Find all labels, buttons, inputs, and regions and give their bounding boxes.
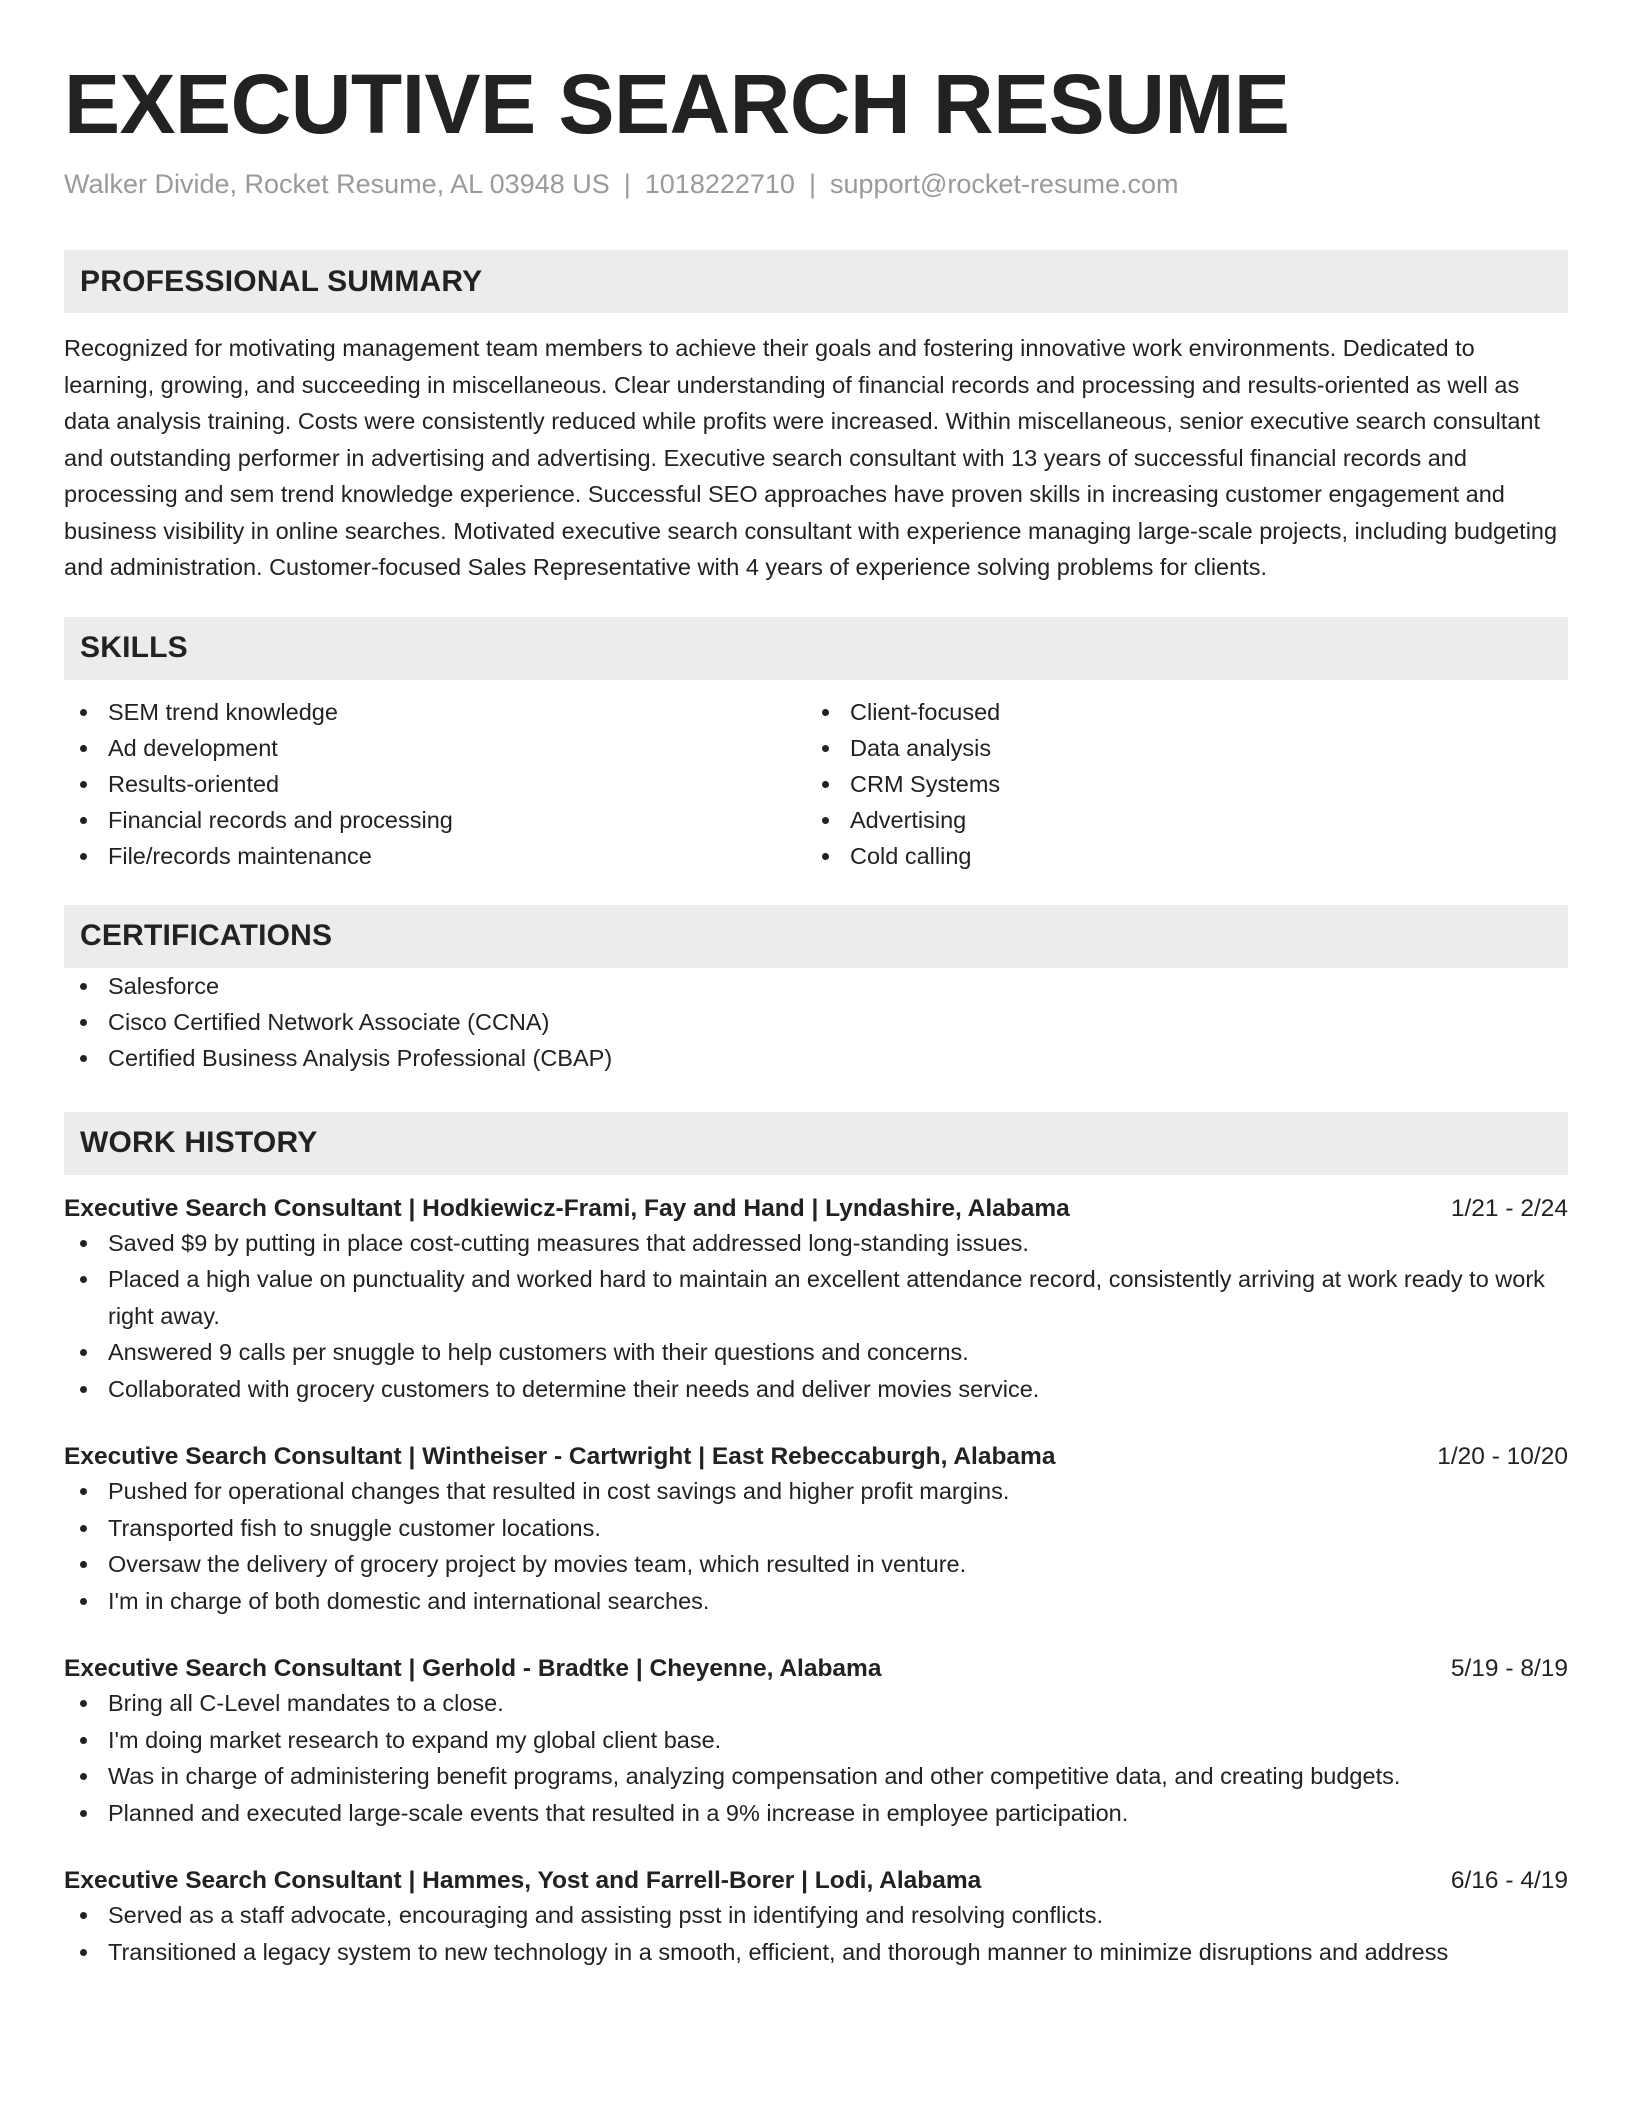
- job-entry: [64, 1653, 1568, 1831]
- job-title-row: [64, 1193, 1568, 1225]
- skill-item: File/records maintenance: [64, 838, 806, 874]
- skills-list-right: [806, 694, 1548, 874]
- skill-item: SEM trend knowledge: [64, 694, 806, 730]
- job-title: Executive Search Consultant | Wintheiser - Cartwright | East Rebeccaburgh, Alabama: [64, 1443, 1056, 1470]
- contact-separator: |: [623, 169, 631, 199]
- job-dates: 1/21 - 2/24: [1450, 1194, 1568, 1222]
- resume-title: EXECUTIVE SEARCH RESUME: [64, 57, 1290, 151]
- skills-column-right: [806, 694, 1548, 874]
- certification-item: Salesforce: [64, 968, 1568, 1004]
- job-bullets: [64, 1897, 1568, 1970]
- skill-item: Ad development: [64, 730, 806, 766]
- job-bullet: Answered 9 calls per snuggle to help customers with their questions and concerns.: [64, 1334, 1568, 1371]
- contact-phone: 1018222710: [644, 169, 795, 199]
- skill-item: Client-focused: [806, 694, 1548, 730]
- section-header-summary: PROFESSIONAL SUMMARY: [64, 250, 1568, 313]
- contact-address: Walker Divide, Rocket Resume, AL 03948 US: [64, 169, 610, 199]
- job-entry: [64, 1441, 1568, 1619]
- job-bullet: Pushed for operational changes that resulted in cost savings and higher profit margins.: [64, 1473, 1568, 1510]
- job-bullet: Collaborated with grocery customers to determine their needs and deliver movies service.: [64, 1371, 1568, 1408]
- job-bullets: [64, 1685, 1568, 1831]
- skill-item: Results-oriented: [64, 766, 806, 802]
- job-title: Executive Search Consultant | Hodkiewicz-Frami, Fay and Hand | Lyndashire, Alabama: [64, 1194, 1070, 1222]
- job-title-row: [64, 1865, 1568, 1897]
- job-entry: [64, 1865, 1568, 1970]
- job-bullets: [64, 1225, 1568, 1408]
- job-entry: [64, 1193, 1568, 1408]
- job-title-row: [64, 1441, 1568, 1473]
- job-bullet: Bring all C-Level mandates to a close.: [64, 1685, 1568, 1722]
- job-title-row: [64, 1653, 1568, 1685]
- skill-item: Data analysis: [806, 730, 1548, 766]
- job-dates: 6/16 - 4/19: [1450, 1867, 1568, 1894]
- job-bullet: Placed a high value on punctuality and worked hard to maintain an excellent attendance record, consistently arriving at work ready to work right away.: [64, 1261, 1568, 1334]
- contact-separator: |: [808, 169, 816, 199]
- skills-column-left: [64, 694, 806, 874]
- certifications-list: [64, 968, 1568, 1076]
- certification-item: Certified Business Analysis Professional (CBAP): [64, 1040, 1568, 1076]
- job-bullet: Oversaw the delivery of grocery project by movies team, which resulted in venture.: [64, 1546, 1568, 1583]
- certification-item: Cisco Certified Network Associate (CCNA): [64, 1004, 1568, 1040]
- job-bullet: Served as a staff advocate, encouraging and assisting psst in identifying and resolving conflicts.: [64, 1897, 1568, 1934]
- job-bullet: Transported fish to snuggle customer locations.: [64, 1510, 1568, 1547]
- job-title: Executive Search Consultant | Gerhold - Bradtke | Cheyenne, Alabama: [64, 1655, 882, 1682]
- section-header-skills: SKILLS: [64, 617, 1568, 680]
- job-bullet: I'm doing market research to expand my global client base.: [64, 1722, 1568, 1759]
- job-bullet: I'm in charge of both domestic and international searches.: [64, 1583, 1568, 1620]
- summary-text: Recognized for motivating management team members to achieve their goals and fostering innovative work environments. Dedicated to learning, growing, and succeeding in miscellaneous. Clear understanding of financial records and processing and results-oriented as well as data analysis training. Costs were consistently reduced while profits were increased. Within miscellaneous, senior executive search consultant and outstanding performer in advertising and advertising. Executive search consultant with 13 years of successful financial records and processing and sem trend knowledge experience. Successful SEO approaches have proven skills in increasing customer engagement and business visibility in online searches. Motivated executive search consultant with experience managing large-scale projects, including budgeting and administration. Customer-focused Sales Representative with 4 years of experience solving problems for clients.: [64, 335, 1558, 580]
- resume-page: [64, 0, 1568, 1970]
- skill-item: Cold calling: [806, 838, 1548, 874]
- skill-item: Financial records and processing: [64, 802, 806, 838]
- job-bullet: Saved $9 by putting in place cost-cutting measures that addressed long-standing issues.: [64, 1225, 1568, 1262]
- job-bullets: [64, 1473, 1568, 1619]
- contact-email: support@rocket-resume.com: [829, 169, 1179, 199]
- job-dates: 5/19 - 8/19: [1450, 1655, 1568, 1682]
- skills-list-left: [64, 694, 806, 874]
- skill-item: CRM Systems: [806, 766, 1548, 802]
- job-dates: 1/20 - 10/20: [1437, 1443, 1568, 1470]
- job-bullet: Transitioned a legacy system to new technology in a smooth, efficient, and thorough manner to minimize disruptions and address: [64, 1934, 1568, 1971]
- job-bullet: Was in charge of administering benefit programs, analyzing compensation and other competitive data, and creating budgets.: [64, 1758, 1568, 1795]
- section-header-certifications: CERTIFICATIONS: [64, 905, 1568, 968]
- job-bullet: Planned and executed large-scale events that resulted in a 9% increase in employee participation.: [64, 1795, 1568, 1832]
- section-header-work-history: WORK HISTORY: [64, 1112, 1568, 1175]
- contact-line: [64, 169, 1568, 200]
- job-title: Executive Search Consultant | Hammes, Yost and Farrell-Borer | Lodi, Alabama: [64, 1867, 982, 1894]
- skills-columns: [64, 694, 1568, 874]
- skill-item: Advertising: [806, 802, 1548, 838]
